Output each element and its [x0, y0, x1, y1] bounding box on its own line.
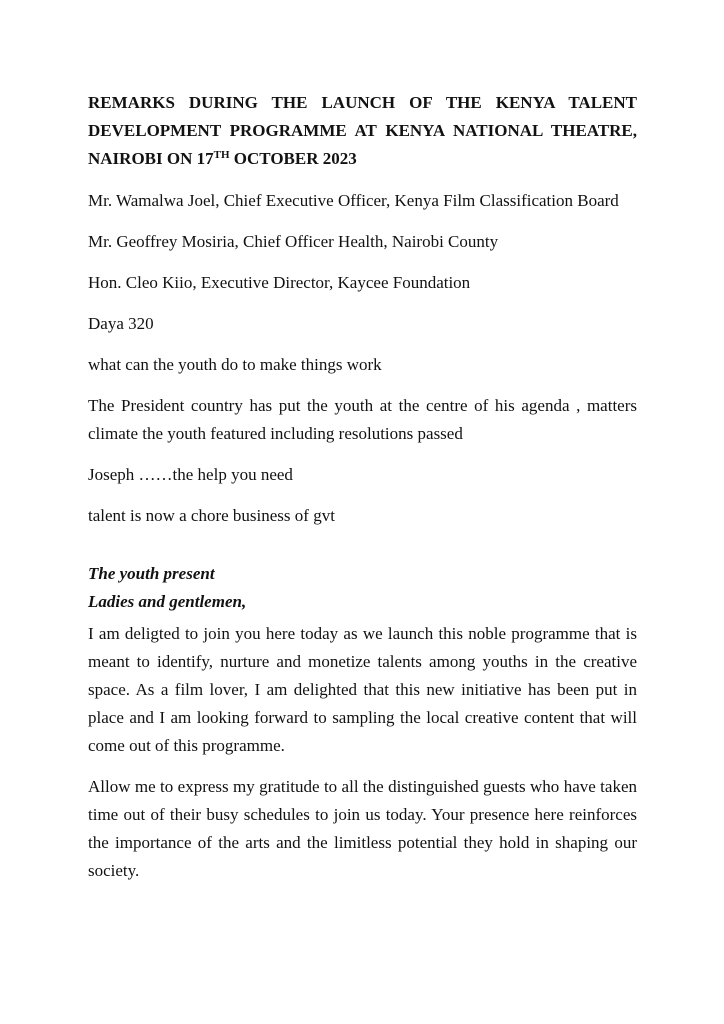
paragraph-body-welcome: I am deligted to join you here today as we launch this noble programme that is meant to identify, nurture and monetize talents among youths in the creative space. As a film lover, I am delighted that this new initiative has been put in place and I am looking forward to sampling the local creative content that will come out of this programme.: [88, 624, 637, 755]
document-title-date: OCTOBER 2023: [229, 149, 357, 168]
document-title-ordinal-superscript: TH: [213, 149, 230, 161]
paragraph-note-president: The President country has put the youth at the centre of his agenda , matters climate the youth featured including resolutions passed: [88, 396, 637, 443]
document-title: [88, 89, 637, 173]
paragraph-note-talent: talent is now a chore business of gvt: [88, 506, 335, 525]
salutation-ladies-gentlemen: Ladies and gentlemen,: [88, 592, 247, 611]
paragraph-speaker-wamalwa: Mr. Wamalwa Joel, Chief Executive Officer, Kenya Film Classification Board: [88, 191, 619, 210]
paragraph-note-youth-question: what can the youth do to make things work: [88, 355, 382, 374]
salutation-youth-present: The youth present: [88, 564, 215, 583]
paragraph-note-joseph: Joseph ……the help you need: [88, 465, 293, 484]
paragraph-speaker-mosiria: Mr. Geoffrey Mosiria, Chief Officer Health, Nairobi County: [88, 232, 499, 251]
salutation-block: [88, 560, 637, 616]
paragraph-note-daya: Daya 320: [88, 314, 154, 333]
paragraph-body-gratitude: Allow me to express my gratitude to all the distinguished guests who have taken time out of their busy schedules to join us today. Your presence here reinforces the importance of the arts and the limitless potential they hold in shaping our society.: [88, 777, 637, 880]
document-title-text: REMARKS DURING THE LAUNCH OF THE KENYA TALENT DEVELOPMENT PROGRAMME AT KENYA NATIONAL THEATRE, NAIROBI ON 17: [88, 93, 637, 168]
paragraph-speaker-kiio: Hon. Cleo Kiio, Executive Director, Kaycee Foundation: [88, 273, 471, 292]
